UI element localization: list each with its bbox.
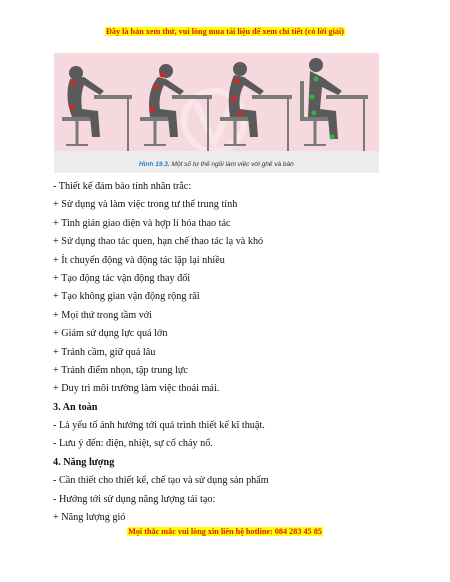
posture-figure-4 [300, 58, 368, 151]
figure-caption-label: Hình 19.3. [139, 161, 170, 168]
preview-notice-text: Đây là bản xem thử, vui lòng mua tài liệu để xem chi tiết (có lời giải) [105, 27, 344, 36]
text-line: - Hướng tới sử dụng năng lượng tái tạo: [53, 493, 216, 505]
section-heading-energy: 4. Năng lượng [53, 456, 115, 468]
preview-notice [0, 27, 450, 37]
section-heading-safety: 3. An toàn [53, 401, 98, 413]
hotline-notice-text: Mọi thắc mắc vui lòng xin liên hệ hotline: 084 283 45 85 [128, 527, 322, 536]
text-line: + Sử dụng thao tác quen, hạn chế thao tác lạ và khó [53, 236, 264, 248]
text-line: + Duy trì môi trường làm việc thoải mái. [53, 383, 220, 395]
text-line: - Là yếu tố ảnh hưởng tới quá trình thiết kế kĩ thuật. [53, 420, 265, 432]
figure-caption-text: Một số tư thế ngồi làm việc với ghế và bàn [169, 161, 294, 168]
posture-figure-3 [220, 62, 292, 151]
text-line: - Thiết kế đảm bảo tính nhân trắc: [53, 181, 192, 192]
text-line: - Lưu ý đến: điện, nhiệt, sự cố cháy nổ. [53, 438, 213, 450]
text-line: + Tạo động tác vận động thay đổi [53, 272, 191, 284]
text-line: + Giảm sử dụng lực quá lớn [53, 328, 168, 340]
text-line: + Tránh cầm, giữ quá lâu [53, 346, 156, 358]
figure-caption [139, 161, 294, 168]
text-line: + Tinh giản giao diện và hợp lí hóa thao tác [53, 217, 231, 229]
ergonomic-posture-figure [54, 53, 379, 173]
document-body [53, 178, 433, 527]
text-line: + Ít chuyển động và động tác lặp lại nhiều [53, 254, 225, 266]
hotline-notice [0, 527, 450, 537]
text-line: + Tạo không gian vận động rộng rãi [53, 291, 200, 303]
text-line: + Mọi thứ trong tầm với [53, 309, 152, 321]
text-line: + Tránh điểm nhọn, tập trung lực [53, 364, 188, 376]
text-line: + Năng lượng gió [53, 512, 126, 524]
text-line: + Sử dụng và làm việc trong tư thế trung tính [53, 199, 238, 211]
posture-figure-1 [62, 66, 132, 151]
text-line: - Cần thiết cho thiết kế, chế tạo và sử dụng sản phẩm [53, 475, 269, 487]
